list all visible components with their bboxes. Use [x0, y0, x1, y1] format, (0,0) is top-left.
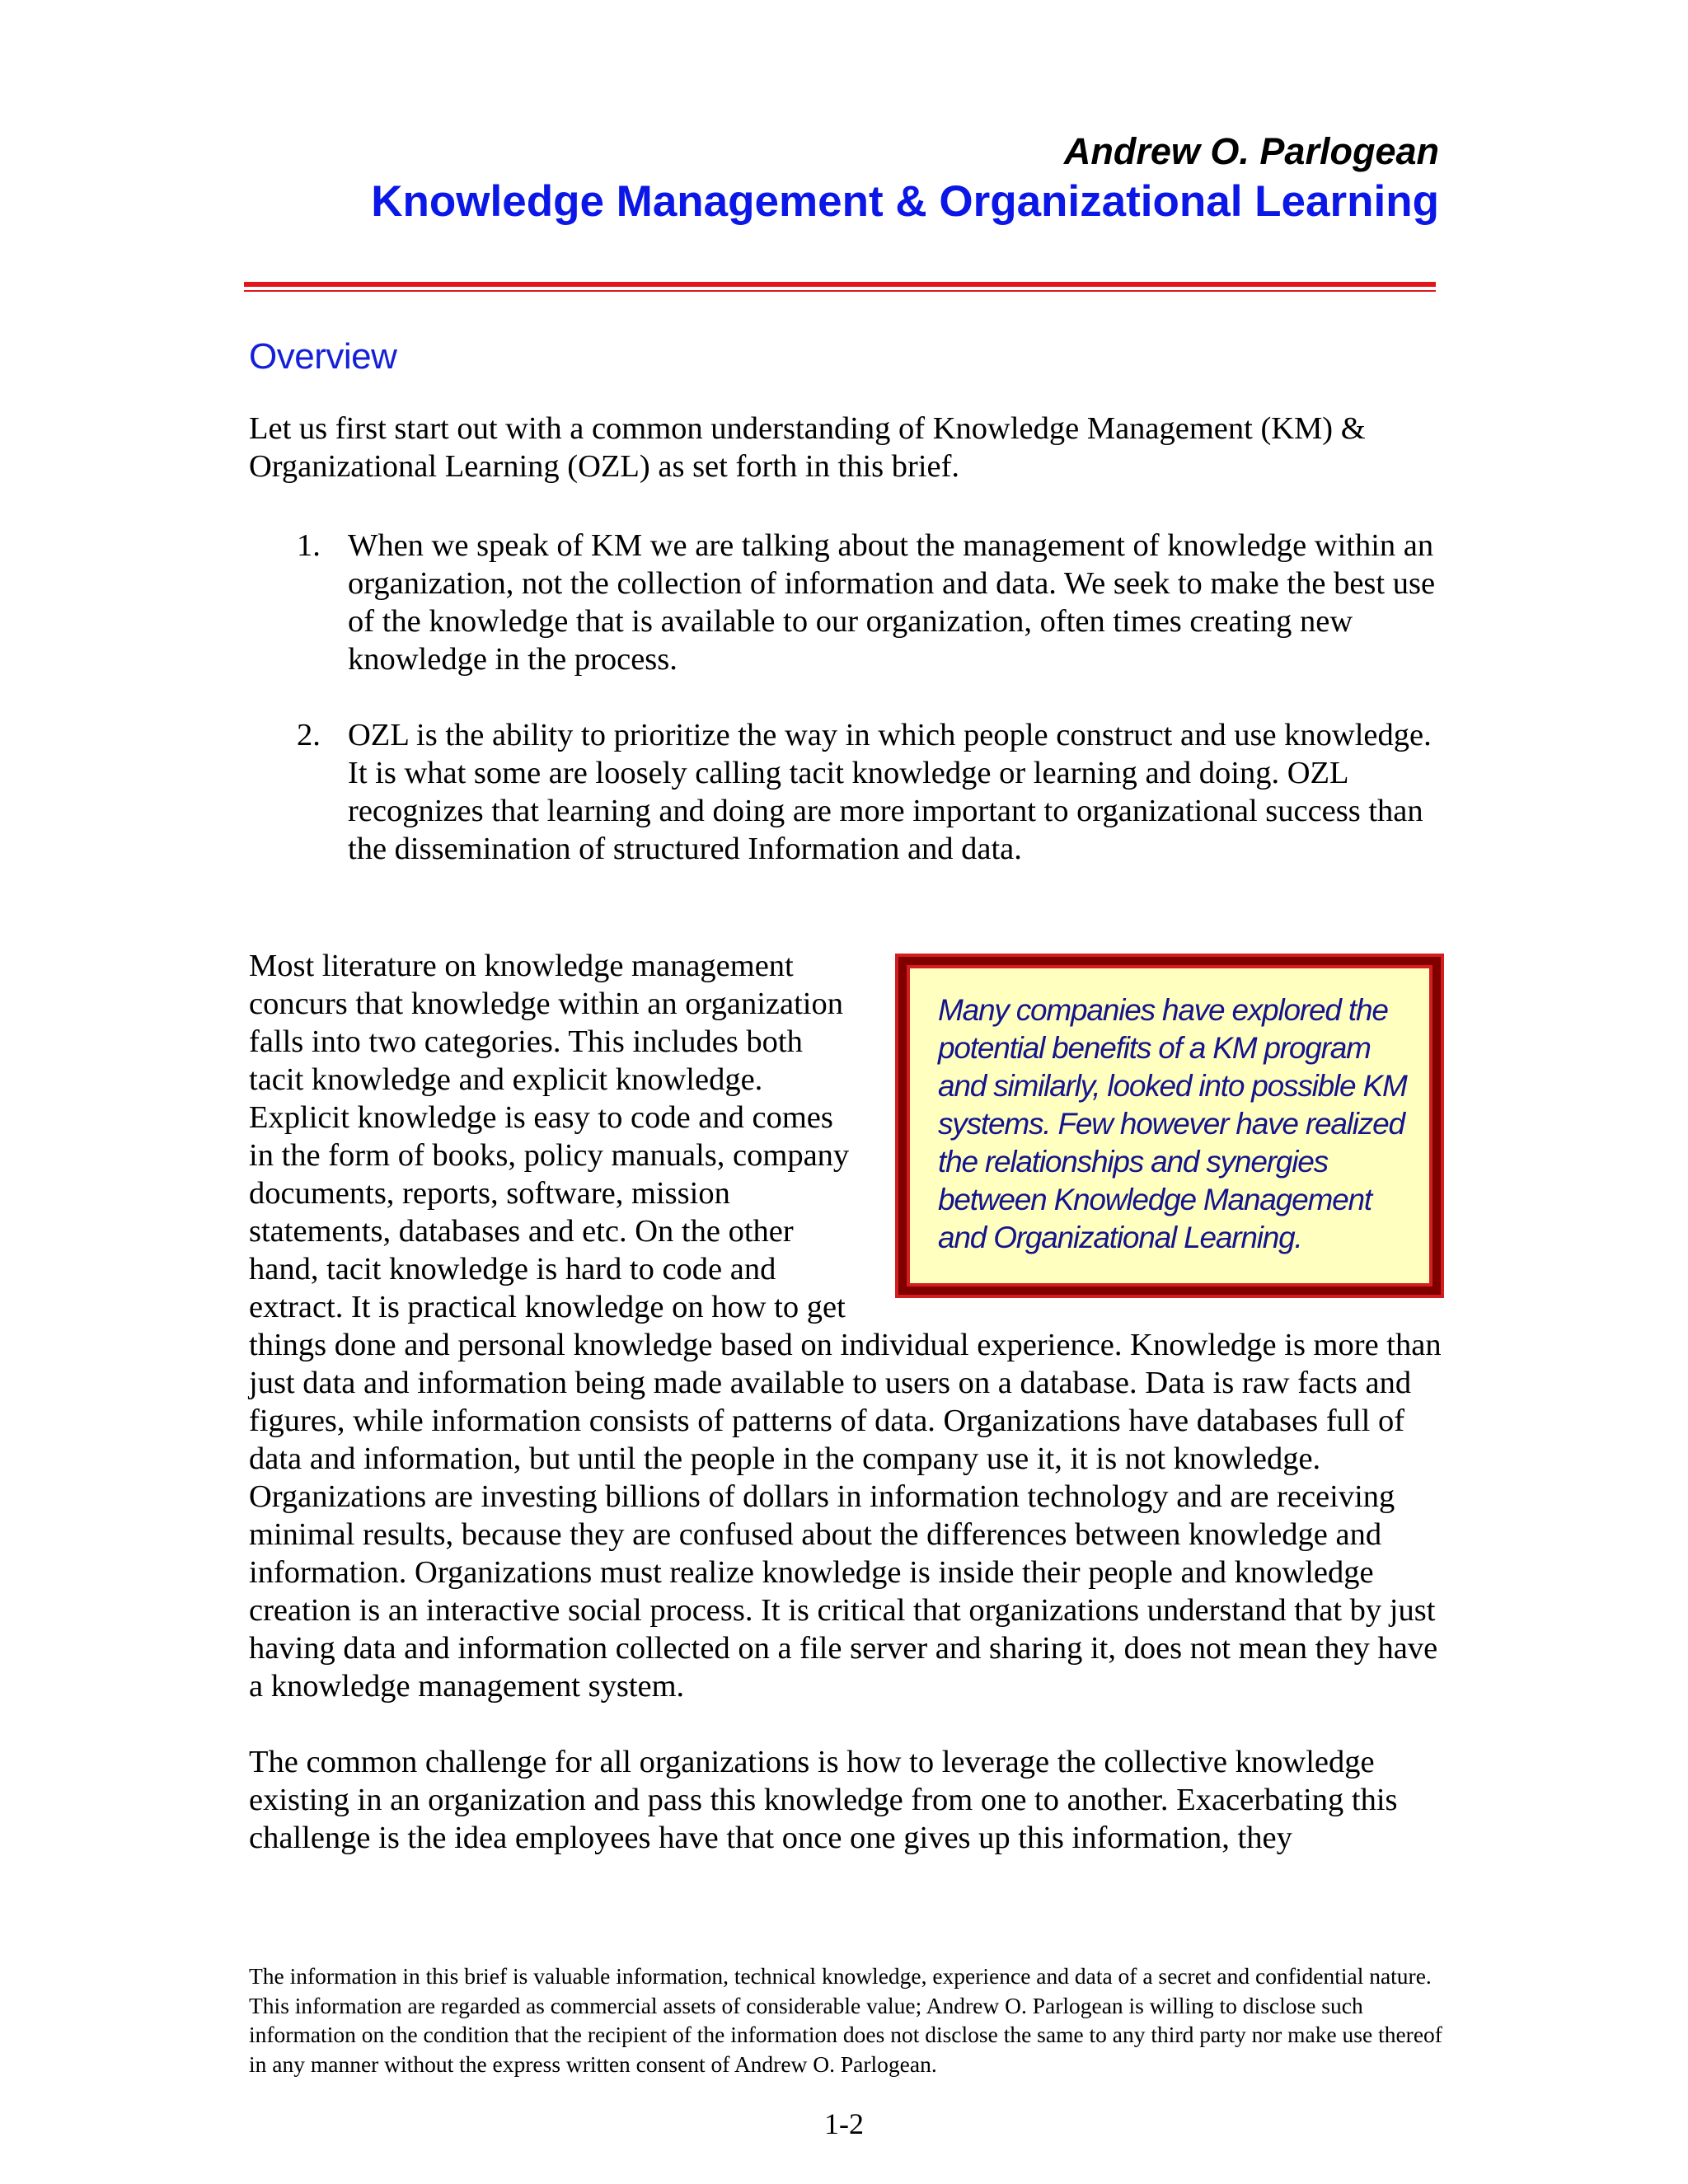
confidentiality-note: The information in this brief is valuable information, technical knowledge, experience and data of a secret and confidential nature. This information are regarded as commercial assets of considerable value; Andrew O. Parlogean is willing to disclose such information on the condition that the recipient of the information does not disclose the same to any third party nor make use thereof in any manner without the express written consent of Andrew O. Parlogean.: [249, 1963, 1442, 2077]
document-title: Knowledge Management & Organizational Learning: [371, 177, 1439, 226]
callout-box: [895, 954, 1444, 1298]
body-section: [249, 947, 1444, 1857]
callout-inner: [907, 965, 1432, 1286]
body-paragraph: The common challenge for all organizations is how to leverage the collective knowledge existing in an organization and pass this knowledge from one to another. Exacerbating this challenge is the idea employees have that once one gives up this information, they: [249, 1745, 1398, 1855]
list-item-text: OZL is the ability to prioritize the way in which people construct and use knowledge. It is what some are loosely calling tacit knowledge or learning and doing. OZL recognizes that learning and doing are more important to organizational success than the dissemination of structured Information and data.: [348, 718, 1432, 866]
page-number: 1-2: [824, 2107, 864, 2140]
author-name: Andrew O. Parlogean: [1063, 130, 1439, 172]
list-item-text: When we speak of KM we are talking about the management of knowledge within an organization, not the collection of information and data. We seek to make the best use of the knowledge that is available to our organization, often times creating new knowledge in the process.: [348, 528, 1436, 677]
list-item-number: 1.: [297, 528, 321, 563]
header-divider: [244, 282, 1436, 287]
list-item-number: 2.: [297, 718, 321, 752]
intro-paragraph: Let us first start out with a common understanding of Knowledge Management (KM) & Organizational Learning (OZL) as set forth in this brief.: [249, 411, 1366, 484]
callout-text: Many companies have explored the potential benefits of a KM program and similarly, looked into possible KM systems. Few however have realized the relationships and synergies between Knowledge Management and Organizational Learning.: [938, 993, 1407, 1254]
section-heading: Overview: [249, 336, 397, 377]
header-divider-thin: [244, 290, 1436, 292]
body-paragraph: Most literature on knowledge management concurs that knowledge within an organization falls into two categories. This includes both tacit knowledge and explicit knowledge. Explicit knowledge is easy to code and comes in the form of books, policy manuals, company documents, reports, software, mission statements, databases and etc. On the other hand, tacit knowledge is hard to code and extract. It is practical knowledge on how to get things done and personal knowledge based on individual experience. Knowledge is more than just data and information being made available to users on a database. Data is raw facts and figures, while information consists of patterns of data. Organizations have databases full of data and information, but until the people in the company use it, it is not knowledge. Organizations are investing billions of dollars in information technology and are receiving minimal results, because they are confused about the differences between knowledge and information. Organizations must realize knowledge is inside their people and knowledge creation is an interactive social process. It is critical that organizations understand that by just having data and information collected on a file server and sharing it, does not mean they have a knowledge management system.: [249, 949, 1442, 1704]
